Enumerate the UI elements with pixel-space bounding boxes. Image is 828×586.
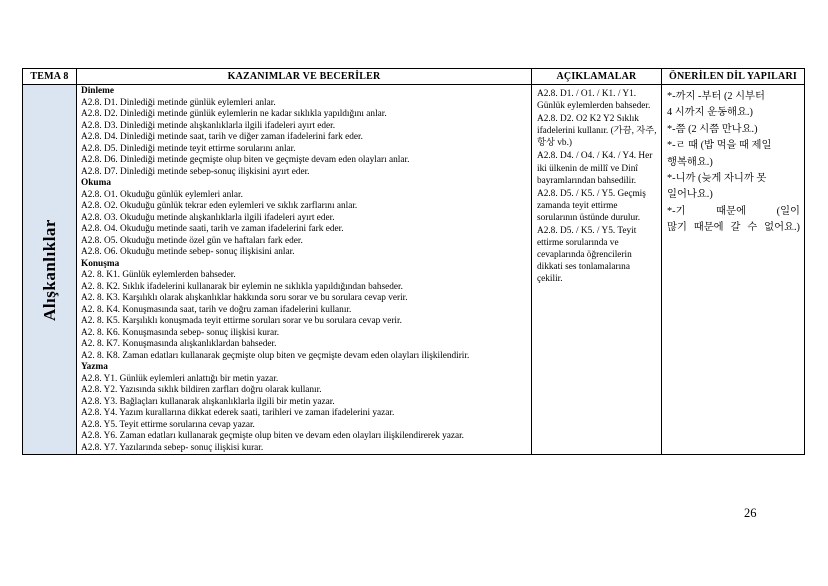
kazanimlar-cell [77, 85, 532, 454]
kazanim-line: A2.8. Y1. Günlük eylemleri anlattığı bir metin yazar. [81, 373, 279, 384]
onerilen-line: *-까지 -부터 (2 시부터 [667, 91, 765, 102]
kazanim-line: Okuma [81, 178, 111, 188]
header-kazanimlar [77, 69, 532, 85]
onerilen-line: *-쯤 (2 시쯤 만나요.) [667, 123, 758, 135]
onerilen-line: 행복해요.) [667, 156, 713, 168]
kazanim-line: A2.8. O3. Okuduğu metinde alışkanlıklarla ilgili ifadeleri ayırt eder. [81, 212, 335, 223]
kazanim-line: A2.8. D2. Dinlediği metinde günlük eylemlerin ne kadar sıklıkla yapıldığını anlar. [81, 109, 387, 119]
onerilen-line: *-니까 (늦게 자니까 못 [667, 173, 767, 185]
kazanim-line: A2. 8. K5. Karşılıklı konuşmada teyit ettirme soruları sorar ve bu sorulara cevap verir. [81, 316, 402, 326]
kazanim-line: A2. 8. K1. Günlük eylemlerden bahseder. [81, 270, 236, 280]
kazanim-line: A2.8. Y3. Bağlaçları kullanarak alışkanlıklarla ilgili bir metin yazar. [81, 396, 335, 407]
kazanim-line: A2.8. Y6. Zaman edatları kullanarak geçmişte olup biten ve devam eden olayları ilişkilendirerek yazar. [81, 431, 465, 441]
kazanim-line: A2.8. Y4. Yazım kurallarına dikkat ederek saati, tarihleri ve zaman ifadelerini yazar. [81, 408, 395, 418]
aciklamalar-cell [532, 85, 662, 454]
aciklama-paragraph: A2.8. D2. O2 K2 Y2 Sıklık ifadelerini kullanır. (가끔, 자주, 항상 vb.) [537, 114, 657, 149]
kazanim-line: A2.8. D3. Dinlediği metinde alışkanlıklarla ilgili ifadeleri ayırt eder. [81, 120, 336, 131]
kazanim-line: A2. 8. K8. Zaman edatları kullanarak geçmişte olup biten ve geçmişte devam eden olayları ilişkilendirir. [81, 350, 470, 361]
kazanim-line: A2. 8. K6. Konuşmasında sebep- sonuç ilişkisi kurar. [81, 327, 280, 338]
aciklama-paragraph: A2.8. D5. / K5. / Y5. Teyit ettirme sorularında ve cevaplarında öğrencilerin dikkati ses tonlamalarına çekilir. [537, 226, 637, 285]
kazanim-line: A2.8. O6. Okuduğu metinde sebep- sonuç ilişkisini anlar. [81, 247, 295, 257]
header-kazanimlar-label: KAZANIMLAR VE BECERİLER [227, 71, 381, 82]
header-aciklamalar-label: AÇIKLAMALAR [556, 71, 637, 82]
kazanim-line: A2.8. O4. Okuduğu metinde saati, tarih ve zaman ifadelerini fark eder. [81, 224, 344, 234]
onerilen-line: 4 시까지 운동해요.) [667, 107, 753, 119]
kazanim-line: Yazma [81, 362, 108, 372]
header-tema-label: TEMA 8 [30, 71, 69, 82]
aciklama-paragraph: A2.8. D4. / O4. / K4. / Y4. Her iki ülkenin de millî ve Dinî bayramlarından bahsedilir. [537, 151, 653, 186]
kazanim-line: A2. 8. K7. Konuşmasında alışkanlıklardan bahseder. [81, 339, 277, 349]
kazanim-line: A2.8. Y7. Yazılarında sebep- sonuç ilişkisi kurar. [81, 442, 264, 453]
header-aciklamalar [532, 69, 662, 85]
kazanim-line: A2.8. D5. Dinlediği metinde teyit ettirme sorularını anlar. [81, 143, 296, 154]
kazanim-line: A2. 8. K3. Karşılıklı olarak alışkanlıklar hakkında soru sorar ve bu sorulara cevap verir. [81, 293, 408, 303]
onerilen-line: *-기 때문에 (일이 [667, 205, 800, 217]
kazanim-line: A2. 8. K2. Sıklık ifadelerini kullanarak bir eylemin ne sıklıkla yapıldığından bahseder. [81, 281, 403, 292]
onerilen-cell [662, 85, 804, 454]
header-tema [23, 69, 77, 85]
aciklama-paragraph: A2.8. D5. / K5. / Y5. Geçmiş zamanda teyit ettirme sorularının üstünde durulur. [537, 188, 646, 223]
kazanim-line: A2.8. O1. Okuduğu günlük eylemleri anlar. [81, 189, 243, 200]
kazanim-line: A2. 8. K4. Konuşmasında saat, tarih ve doğru zaman ifadelerini kullanır. [81, 304, 352, 315]
kazanim-line: A2.8. O5. Okuduğu metinde özel gün ve haftaları fark eder. [81, 235, 303, 246]
kazanim-line: A2.8. O2. Okuduğu günlük tekrar eden eylemleri ve sıklık zarflarını anlar. [81, 201, 358, 211]
header-onerilen-label: ÖNERİLEN DİL YAPILARI [669, 71, 797, 82]
kazanim-line: Konuşma [81, 258, 120, 269]
header-onerilen [662, 69, 804, 85]
page-number: 26 [744, 506, 757, 520]
theme-cell [23, 85, 77, 454]
onerilen-line: *-ㄹ 때 (밥 먹을 때 제일 [667, 140, 772, 152]
kazanim-line: A2.8. Y2. Yazısında sıklık bildiren zarfları doğru olarak kullanır. [81, 385, 322, 395]
kazanim-line: A2.8. Y5. Teyit ettirme sorularına cevap yazar. [81, 419, 255, 430]
kazanim-line: A2.8. D7. Dinlediği metinde sebep-sonuç ilişkisini ayırt eder. [81, 166, 310, 177]
kazanim-line: A2.8. D6. Dinlediği metinde geçmişte olup biten ve geçmişte devam eden olayları anlar. [81, 155, 410, 165]
onerilen-line: 많기 때문에 갈 수 없어요.) [667, 222, 800, 234]
kazanim-line: A2.8. D4. Dinlediği metinde saat, tarih ve diğer zaman ifadelerini fark eder. [81, 132, 363, 142]
theme-label: Alışkanlıklar [39, 218, 59, 321]
kazanim-line: Dinleme [81, 86, 115, 96]
onerilen-line: 일어나요.) [667, 189, 713, 201]
kazanim-line: A2.8. D1. Dinlediği metinde günlük eylemleri anlar. [81, 97, 276, 108]
curriculum-table [22, 68, 805, 455]
aciklama-paragraph: A2.8. D1. / O1. / K1. / Y1. Günlük eylemlerden bahseder. [537, 89, 651, 112]
